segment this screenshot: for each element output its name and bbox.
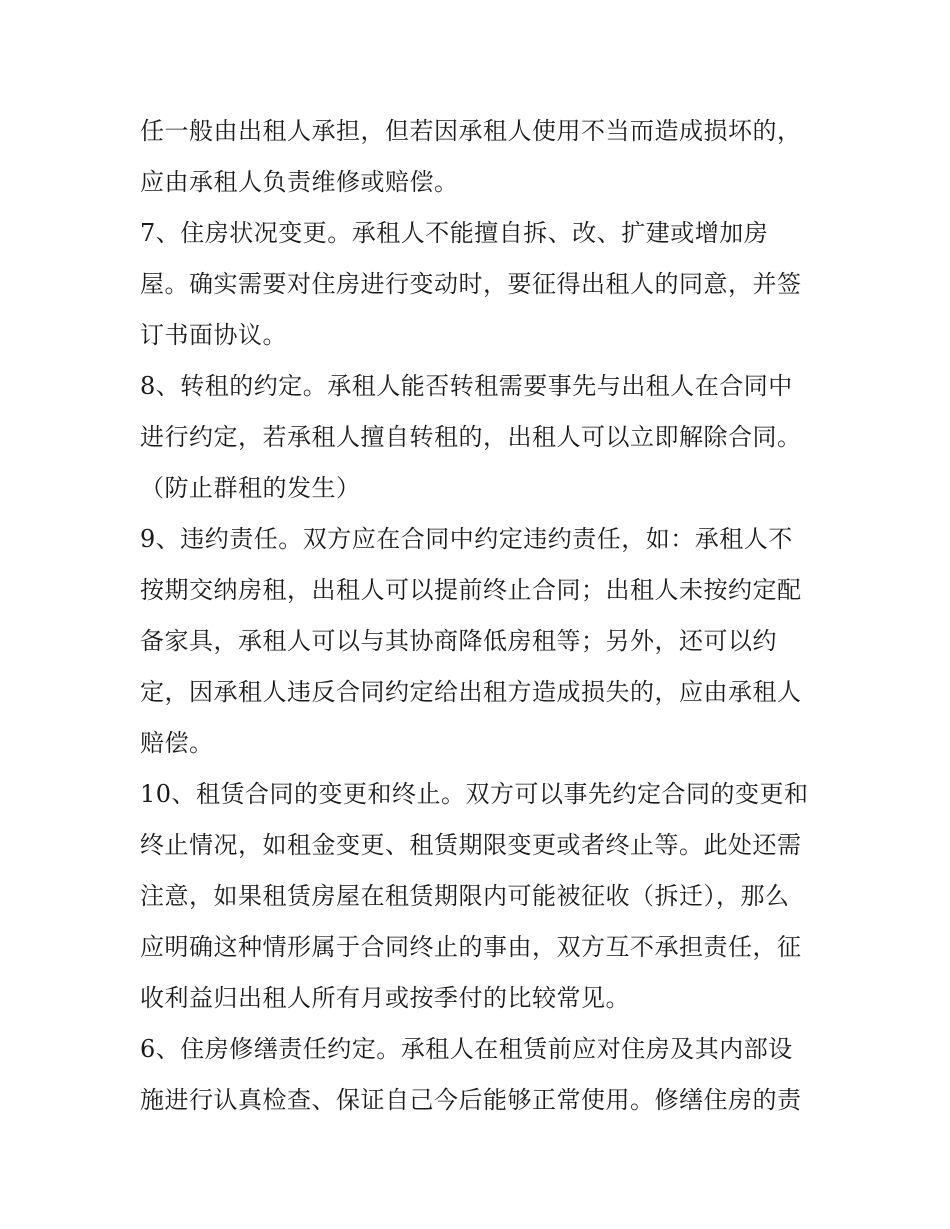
text-line: 进行约定，若承租人擅自转租的，出租人可以立即解除合同。 (140, 423, 802, 451)
text-line: 备家具，承租人可以与其协商降低房租等；另外，还可以约 (140, 627, 777, 655)
text-line: 订书面协议。 (140, 321, 287, 349)
text-line: 10、租赁合同的变更和终止。双方可以事先约定合同的变更和 (140, 780, 809, 808)
text-line: 6、住房修缮责任约定。承租人在租赁前应对住房及其内部设 (140, 1035, 793, 1063)
text-line: 终止情况，如租金变更、租赁期限变更或者终止等。此处还需 (140, 831, 802, 859)
text-line: 赔偿。 (140, 729, 214, 757)
text-line: （防止群租的发生） (140, 474, 361, 502)
text-line: 注意，如果租赁房屋在租赁期限内可能被征收（拆迁），那么 (140, 882, 790, 910)
text-line: 7、住房状况变更。承租人不能擅自拆、改、扩建或增加房 (140, 219, 769, 247)
text-line: 屋。确实需要对住房进行变动时，要征得出租人的同意，并签 (140, 270, 802, 298)
text-line: 应明确这种情形属于合同终止的事由，双方互不承担责任，征 (140, 933, 802, 961)
text-line: 9、违约责任。双方应在合同中约定违约责任，如：承租人不 (140, 525, 793, 553)
text-line: 任一般由出租人承担，但若因承租人使用不当而造成损坏的， (140, 117, 802, 145)
text-line: 定，因承租人违反合同约定给出租方造成损失的，应由承租人 (140, 678, 802, 706)
text-line: 应由承租人负责维修或赔偿。 (140, 168, 459, 196)
text-line: 施进行认真检查、保证自己今后能够正常使用。修缮住房的责 (140, 1086, 802, 1114)
text-line: 按期交纳房租，出租人可以提前终止合同；出租人未按约定配 (140, 576, 802, 604)
text-line: 收利益归出租人所有月或按季付的比较常见。 (140, 984, 630, 1012)
text-line: 8、转租的约定。承租人能否转租需要事先与出租人在合同中 (140, 372, 793, 400)
document-body (140, 106, 820, 1126)
